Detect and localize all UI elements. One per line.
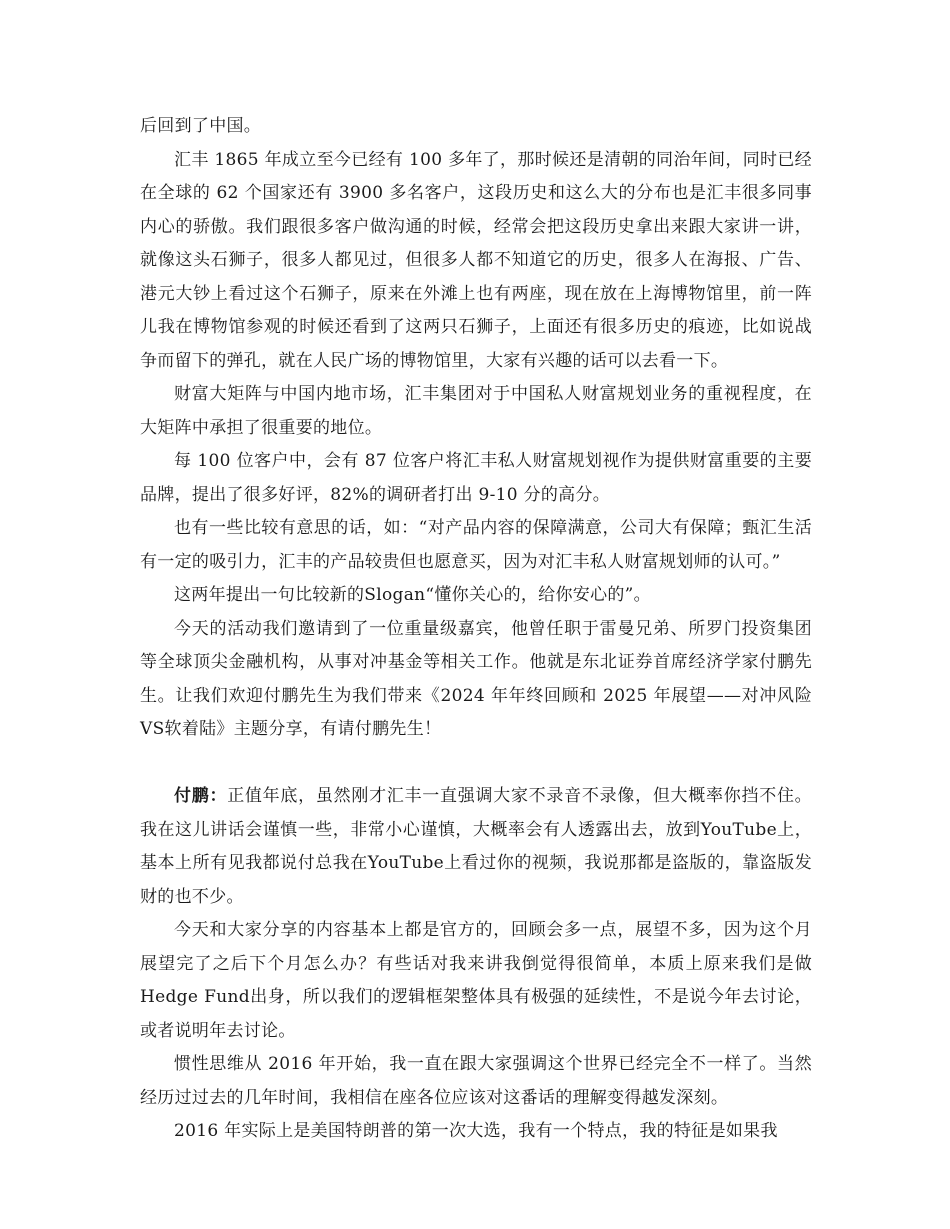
paragraph-client-quote: 也有一些比较有意思的话，如：“对产品内容的保障满意，公司大有保障；甄汇生活有一定的吸引力，汇丰的产品较贵但也愿意买，因为对汇丰私人财富规划师的认可。”: [140, 518, 812, 572]
paragraph-content-intro: 今天和大家分享的内容基本上都是官方的，回顾会多一点，展望不多，因为这个月展望完了之后下个月怎么办？有些话对我来讲我倒觉得很简单，本质上原来我们是做Hedge Fund出身，所以我们的逻辑框架整体具有极强的延续性，不是说今年去讨论，或者说明年去讨论。: [140, 920, 812, 1041]
paragraph-intro-tail: 后回到了中国。: [140, 116, 262, 136]
paragraph-wealth-matrix: 财富大矩阵与中国内地市场，汇丰集团对于中国私人财富规划业务的重视程度，在大矩阵中承担了很重要的地位。: [140, 384, 812, 438]
paragraph-slogan: 这两年提出一句比较新的Slogan“懂你关心的，给你安心的”。: [174, 585, 651, 605]
speaker-label: 付鹏：: [174, 786, 228, 806]
paragraph-2016-election: 2016 年实际上是美国特朗普的第一次大选，我有一个特点，我的特征是如果我: [174, 1121, 778, 1141]
paragraph-inertia-thinking: 惯性思维从 2016 年开始，我一直在跟大家强调这个世界已经完全不一样了。当然经历过过去的几年时间，我相信在座各位应该对这番话的理解变得越发深刻。: [140, 1054, 812, 1108]
section-gap: [140, 747, 812, 781]
paragraph-speech-opening: [140, 780, 812, 914]
paragraph-guest-intro: 今天的活动我们邀请到了一位重量级嘉宾，他曾任职于雷曼兄弟、所罗门投资集团等全球顶尖金融机构，从事对冲基金等相关工作。他就是东北证券首席经济学家付鹏先生。让我们欢迎付鹏先生为我们带来《2024 年年终回顾和 2025 年展望——对冲风险VS软着陆》主题分享，有请付鹏先生！: [140, 618, 812, 739]
paragraph-client-survey: 每 100 位客户中，会有 87 位客户将汇丰私人财富规划视作为提供财富重要的主要品牌，提出了很多好评，82%的调研者打出 9-10 分的高分。: [140, 451, 812, 505]
speech-text: 正值年底，虽然刚才汇丰一直强调大家不录音不录像，但大概率你挡不住。我在这儿讲话会谨慎一些，非常小心谨慎，大概率会有人透露出去，放到YouTube上，基本上所有见我都说付总我在YouTube上看过你的视频，我说那都是盗版的，靠盗版发财的也不少。: [140, 786, 812, 907]
document-page: [140, 110, 812, 1149]
paragraph-hsbc-history: 汇丰 1865 年成立至今已经有 100 多年了，那时候还是清朝的同治年间，同时已经在全球的 62 个国家还有 3900 多名客户，这段历史和这么大的分布也是汇丰很多同事内心的骄傲。我们跟很多客户做沟通的时候，经常会把这段历史拿出来跟大家讲一讲，就像这头石狮子，很多人都见过，但很多人都不知道它的历史，很多人在海报、广告、港元大钞上看过这个石狮子，原来在外滩上也有两座，现在放在上海博物馆里，前一阵儿我在博物馆参观的时候还看到了这两只石狮子，上面还有很多历史的痕迹，比如说战争而留下的弹孔，就在人民广场的博物馆里，大家有兴趣的话可以去看一下。: [140, 149, 812, 371]
